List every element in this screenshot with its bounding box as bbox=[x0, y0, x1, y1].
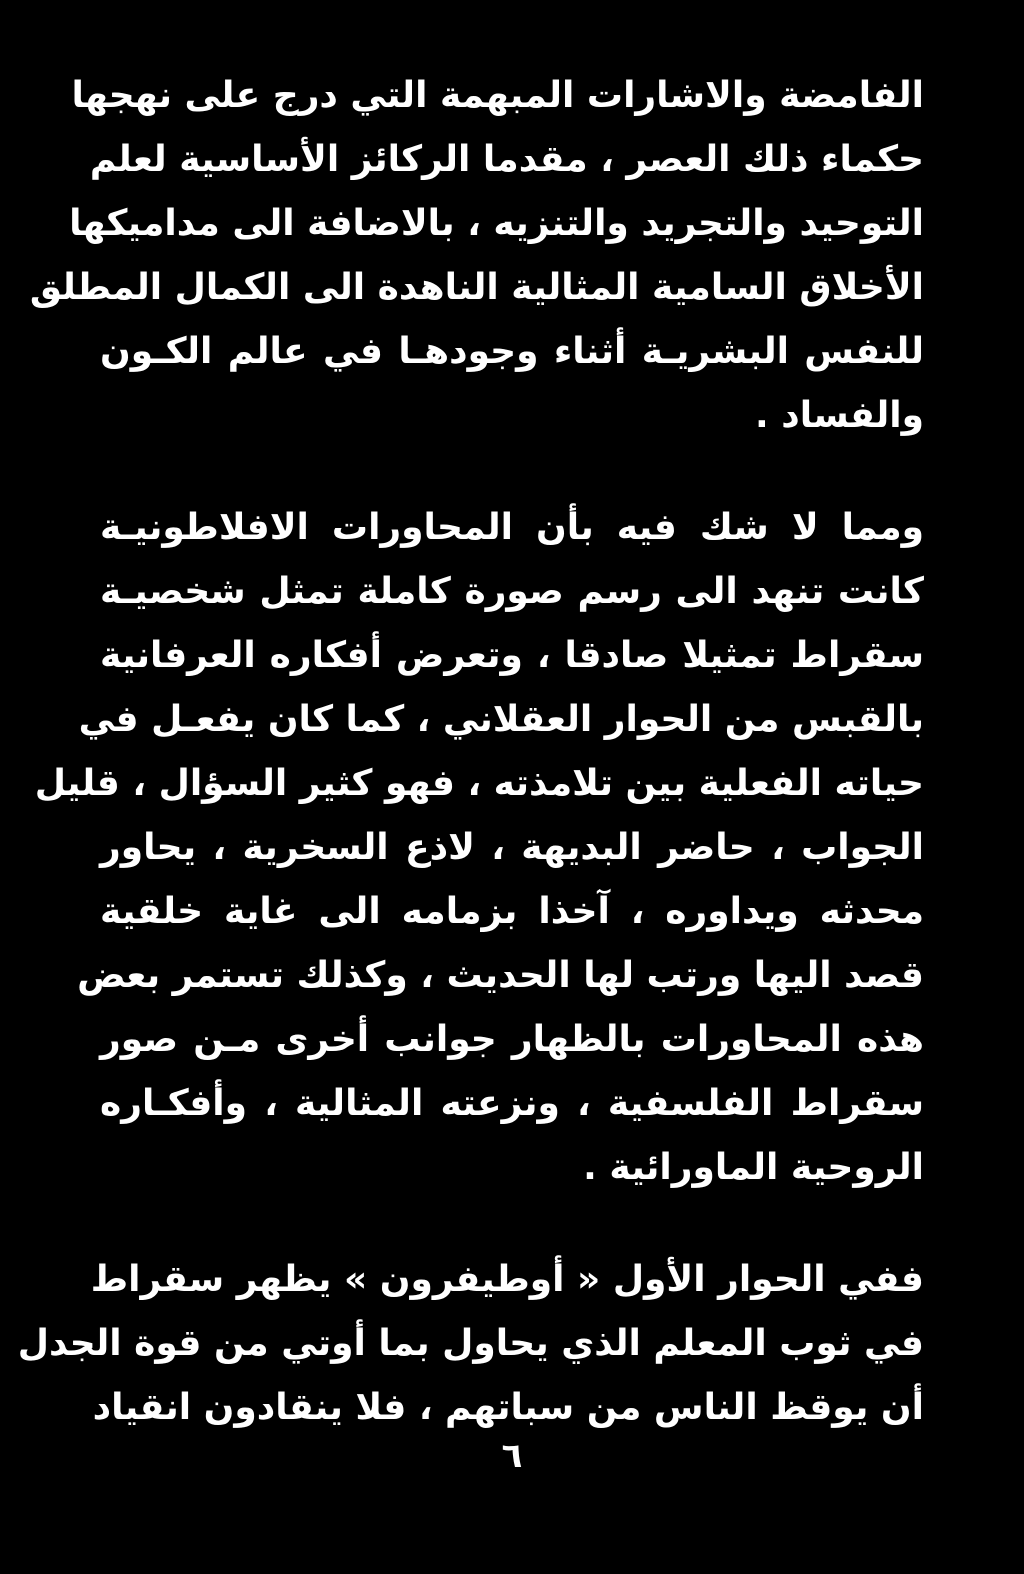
text-line: ففي الحوار الأول « أوطيفرون » يظهر سقراط bbox=[90, 1259, 924, 1300]
text-line: كانت تنهد الى رسم صورة كاملة تمثل شخصيـة bbox=[100, 571, 924, 612]
text-line: قصد اليها ورتب لها الحديث ، وكذلك تستمر بعض bbox=[77, 955, 924, 996]
paragraph-1 bbox=[29, 64, 924, 448]
paragraph-spacer bbox=[100, 448, 924, 496]
text-line: الجواب ، حاضر البديهة ، لاذع السخرية ، يحاور bbox=[100, 827, 924, 868]
text-line: سقراط تمثيلا صادقا ، وتعرض أفكاره العرفانية bbox=[100, 635, 924, 676]
paragraph-spacer bbox=[100, 1200, 924, 1248]
text-line: والفساد . bbox=[755, 395, 924, 436]
text-line: أن يوقظ الناس من سباتهم ، فلا ينقادون انقياد bbox=[92, 1387, 924, 1428]
text-line: حياته الفعلية بين تلامذته ، فهو كثير السؤال ، قليل bbox=[34, 763, 924, 804]
text-line: سقراط الفلسفية ، ونزعته المثالية ، وأفكـاره bbox=[100, 1083, 924, 1124]
text-line: التوحيد والتجريد والتنزيه ، بالاضافة الى مداميكها bbox=[69, 203, 924, 244]
text-line: الفامضة والاشارات المبهمة التي درج على نهجها bbox=[71, 75, 924, 116]
text-line: الروحية الماورائية . bbox=[583, 1147, 924, 1188]
page-number: ٦ bbox=[501, 1436, 523, 1476]
text-line: الأخلاق السامية المثالية الناهدة الى الكمال المطلق bbox=[29, 267, 924, 308]
text-line: للنفس البشريـة أثناء وجودهـا في عالم الكـون bbox=[100, 331, 924, 372]
text-line: ومما لا شك فيه بأن المحاورات الافلاطونيـة bbox=[100, 507, 924, 548]
text-line: حكماء ذلك العصر ، مقدما الركائز الأساسية لعلم bbox=[89, 139, 924, 180]
paragraph-3 bbox=[17, 1248, 924, 1440]
text-line: محدثه ويداوره ، آخذا بزمامه الى غاية خلقية bbox=[100, 891, 924, 932]
text-line: هذه المحاورات بالظهار جوانب أخرى مـن صور bbox=[100, 1019, 924, 1060]
text-line: بالقبس من الحوار العقلاني ، كما كان يفعـل في bbox=[78, 699, 924, 740]
paragraph-2 bbox=[34, 496, 924, 1200]
text-line: في ثوب المعلم الذي يحاول بما أوتي من قوة الجدل bbox=[17, 1323, 924, 1364]
